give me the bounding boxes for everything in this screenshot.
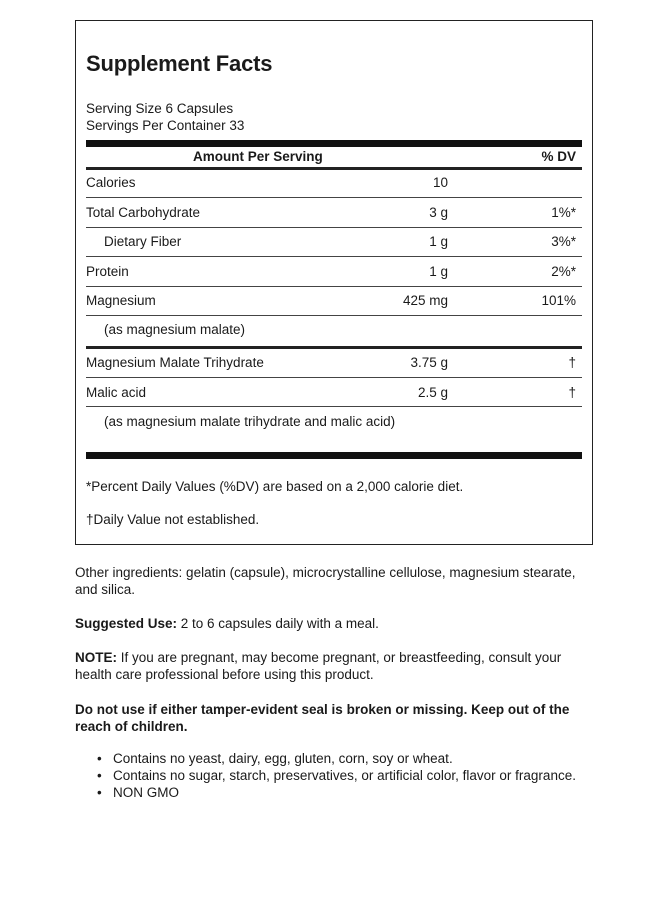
nutrient-name: Protein [86, 264, 129, 279]
table-row [86, 205, 582, 225]
ingredient-dv: † [568, 355, 576, 370]
bullet-icon: • [97, 751, 102, 766]
table-row [86, 385, 582, 405]
header-amount: Amount Per Serving [193, 149, 323, 164]
list-item [97, 767, 597, 784]
list-item [97, 784, 597, 801]
divider [86, 406, 582, 407]
table-row [86, 322, 582, 342]
table-header [86, 149, 582, 167]
nutrient-name: Total Carbohydrate [86, 205, 201, 220]
table-row [86, 293, 582, 313]
divider [86, 346, 582, 349]
divider [86, 167, 582, 170]
ingredient-name: Malic acid [86, 385, 147, 400]
supplement-facts-panel [75, 20, 593, 545]
nutrient-amount: 425 mg [402, 293, 448, 308]
divider [86, 377, 582, 378]
note [75, 649, 595, 683]
list-item-text: NON GMO [113, 785, 179, 800]
note-label: NOTE: [75, 650, 117, 665]
table-row [86, 355, 582, 375]
bullet-icon: • [97, 785, 102, 800]
suggested-use-label: Suggested Use: [75, 616, 178, 631]
thick-divider [86, 140, 582, 147]
divider [86, 197, 582, 198]
table-row [86, 264, 582, 284]
bullet-icon: • [97, 768, 102, 783]
nutrient-source: (as magnesium malate) [104, 322, 246, 337]
table-row [86, 175, 582, 195]
ingredient-source: (as magnesium malate trihydrate and malic acid) [104, 414, 396, 429]
list-item-text: Contains no yeast, dairy, egg, gluten, corn, soy or wheat. [113, 751, 453, 766]
footnote-dv: *Percent Daily Values (%DV) are based on a 2,000 calorie diet. [86, 479, 464, 494]
nutrient-dv: 101% [541, 293, 576, 308]
table-row [86, 414, 582, 434]
nutrient-amount: 1 g [429, 264, 448, 279]
suggested-use [75, 615, 595, 632]
list-item [97, 750, 597, 767]
ingredient-dv: † [568, 385, 576, 400]
divider [86, 286, 582, 287]
table-row [86, 234, 582, 254]
header-dv: % DV [541, 149, 576, 164]
nutrient-amount: 10 [432, 175, 448, 190]
nutrient-name: Calories [86, 175, 136, 190]
nutrient-dv: 2%* [551, 264, 576, 279]
nutrient-name: Dietary Fiber [104, 234, 182, 249]
footnote-dagger: †Daily Value not established. [86, 512, 260, 527]
divider [86, 227, 582, 228]
nutrient-dv: 1%* [551, 205, 576, 220]
nutrient-dv: 3%* [551, 234, 576, 249]
list-item-text: Contains no sugar, starch, preservatives, or artificial color, flavor or fragrance. [113, 768, 576, 783]
nutrient-name: Magnesium [86, 293, 156, 308]
divider [86, 315, 582, 316]
suggested-use-text: 2 to 6 capsules daily with a meal. [177, 616, 379, 631]
ingredient-amount: 3.75 g [410, 355, 448, 370]
thick-divider [86, 452, 582, 459]
ingredient-name: Magnesium Malate Trihydrate [86, 355, 264, 370]
nutrient-amount: 1 g [429, 234, 448, 249]
ingredient-amount: 2.5 g [417, 385, 448, 400]
note-text: If you are pregnant, may become pregnant, or breastfeeding, consult your health care professional before using this product. [75, 650, 562, 682]
divider [86, 256, 582, 257]
bullet-list [97, 750, 597, 801]
panel-title: Supplement Facts [86, 51, 273, 76]
other-ingredients: Other ingredients: gelatin (capsule), microcrystalline cellulose, magnesium stearate, and silica. [75, 565, 576, 597]
nutrient-amount: 3 g [429, 205, 448, 220]
servings-per-container: Servings Per Container 33 [86, 118, 245, 133]
serving-size: Serving Size 6 Capsules [86, 101, 234, 116]
warning: Do not use if either tamper-evident seal is broken or missing. Keep out of the reach of children. [75, 702, 570, 734]
